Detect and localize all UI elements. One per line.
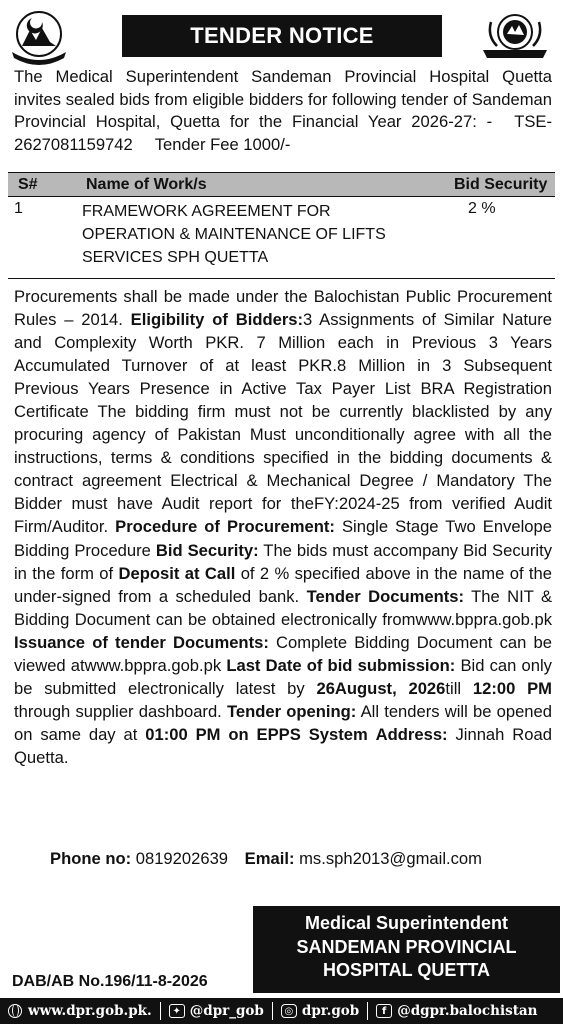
opening-time: 01:00 PM on EPPS System (145, 724, 368, 744)
header-sn: S# (18, 175, 38, 193)
phone-number: 0819202639 (135, 849, 229, 868)
body-text: The bids must accompany Bid Security in the form of (14, 540, 553, 583)
contact-line (50, 849, 482, 869)
facebook-icon: f (376, 1004, 392, 1018)
signature-title: Medical Superintendent (304, 913, 509, 933)
header-work: Name of Work/s (86, 176, 207, 193)
body-text: of 2 % specified above in the name of the under-signed from a scheduled bank. (14, 563, 552, 606)
header-security: Bid Security (454, 175, 548, 193)
works-table (8, 172, 555, 279)
tender-fee: Tender Fee 1000/- (154, 134, 291, 154)
eligibility-label: Eligibility of Bidders: (130, 310, 304, 330)
footer-facebook[interactable] (376, 1003, 537, 1019)
body-text: Bid can only be submitted electronically latest by (14, 655, 552, 698)
twitter-handle: @dpr_gob (189, 1003, 264, 1019)
instagram-handle: dpr.gob (301, 1003, 360, 1019)
table-header (8, 172, 555, 197)
submission-time: 12:00 PM (472, 678, 552, 698)
procedure-label: Procedure of Procurement: (115, 517, 335, 537)
row-work (48, 200, 448, 266)
signature-org-line: SANDEMAN PROVINCIAL (296, 936, 517, 957)
body-text: 3 Assignments of Similar Nature and Complexity Worth PKR. 7 Million each in Previous 3 Years Accumulated Turnover of at least PKR.8 Million in 3 Subsequent Previous Years Presence in Active Tax Payer List BRA Registration Certificate The bidding firm must not be currently blacklisted by any procuring agency of Pakistan Must unconditionally agree with all the instructions, terms & conditions specified in the bidding documents & contract agreement Electrical & Mechanical Degree / Mandatory The Bidder must have Audit report for theFY:2024-25 from verified Audit Firm/Auditor. (14, 310, 552, 537)
footer-bar (0, 998, 563, 1024)
hospital-emblem-icon (477, 8, 553, 66)
body-text: Procurements shall be made under the Balochistan Public Procurement Rules – 2014. (14, 287, 552, 330)
body-text: All tenders will be opened on same day at (14, 701, 552, 744)
body-text: Single Stage Two Envelope Bidding Procedure (14, 517, 552, 560)
footer-twitter[interactable] (169, 1003, 264, 1019)
facebook-handle: @dgpr.balochistan (397, 1003, 538, 1019)
email-address[interactable]: ms.sph2013@gmail.com (299, 849, 482, 868)
divider (160, 1002, 161, 1020)
body-text: Jinnah Road Quetta. (14, 724, 552, 767)
row-security: 2 % (468, 200, 496, 217)
divider (367, 1002, 368, 1020)
reference-number: DAB/AB No.196/11-8-2026 (12, 973, 208, 990)
tender-documents-label: Tender Documents: (306, 586, 464, 606)
bid-security-label: Bid Security: (155, 540, 259, 560)
body-text: through supplier dashboard. (14, 701, 227, 721)
body-text: Complete Bidding Document can be viewed atwww.bppra.gob.pk (14, 632, 553, 675)
issuance-label: Issuance of tender Documents: (14, 632, 269, 652)
website-text: www.dpr.gob.pk. (28, 1003, 152, 1019)
conditions-paragraph (14, 285, 552, 769)
footer-website[interactable] (8, 1003, 152, 1019)
opening-label: Tender opening: (226, 701, 357, 721)
globe-icon (8, 1004, 22, 1018)
balochistan-emblem-icon (8, 8, 70, 66)
row-sn: 1 (14, 200, 23, 217)
intro-text: The Medical Superintendent Sandeman Provincial Hospital Quetta invites sealed bids from eligible bidders for following tender of Sandeman Provincial Hospital, Quetta for the Financial Year 2026-27: - (14, 67, 552, 131)
work-line: FRAMEWORK AGREEMENT FOR (82, 203, 331, 220)
signature-org-line: HOSPITAL QUETTA (322, 960, 490, 980)
twitter-icon: ✦ (169, 1004, 185, 1018)
footer-instagram[interactable] (281, 1003, 359, 1019)
intro-paragraph (14, 66, 552, 156)
body-text: till (445, 678, 473, 698)
page-title: TENDER NOTICE (122, 15, 442, 57)
divider (272, 1002, 273, 1020)
email-label: Email: (244, 849, 295, 868)
last-date-label: Last Date of bid submission: (226, 655, 456, 675)
tse-number: TSE-2627081159742 (14, 112, 552, 154)
work-line: OPERATION & MAINTENANCE OF LIFTS (82, 226, 386, 243)
instagram-icon: ◎ (281, 1004, 297, 1018)
signature-block (253, 906, 560, 993)
work-line: SERVICES SPH QUETTA (82, 249, 269, 266)
deposit-label: Deposit at Call (118, 563, 236, 583)
phone-label: Phone no: (50, 849, 132, 868)
submission-date: 26August, 2026 (316, 678, 446, 698)
body-text (368, 725, 376, 744)
body-text: The NIT & Bidding Document can be obtained electronically fromwww.bppra.gob.pk (14, 586, 553, 629)
table-row (8, 197, 555, 279)
address-label: Address: (375, 724, 448, 744)
